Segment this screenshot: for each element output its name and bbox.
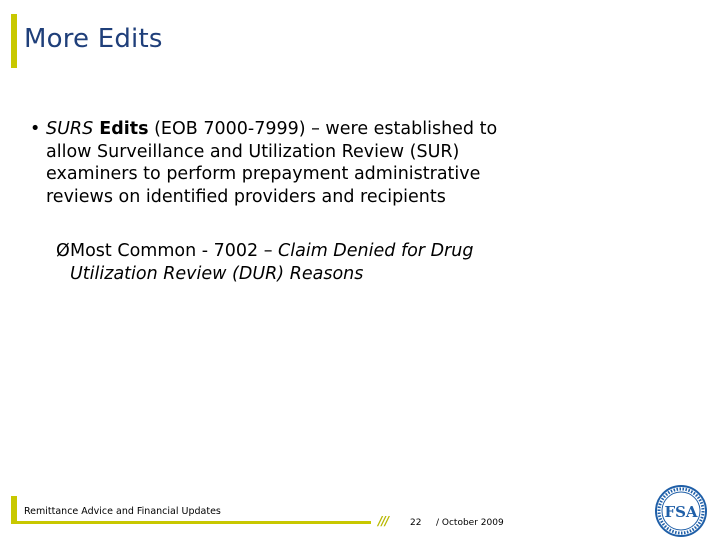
bullet-body: (EOB 7000-7999) – were established to allow Surveillance and Utilization Review (SUR) examiners to perform prepayment administrative reviews on identified providers and recipients — [46, 119, 498, 207]
sub-bullet-italic: Claim Denied for Drug Utilization Review (DUR) Reasons — [70, 241, 474, 284]
footer-slash-mark: /// — [378, 514, 389, 528]
bullet-text — [46, 118, 530, 208]
bullet-glyph: • — [30, 119, 41, 139]
footer-accent-bar — [11, 496, 17, 524]
bullet-lead-italic: SURS — [46, 119, 94, 139]
fsa-seal-icon — [654, 484, 708, 538]
sub-bullet-text — [70, 240, 516, 286]
footer-rule — [11, 521, 371, 524]
sub-bullet-block — [56, 240, 516, 286]
arrow-bullet-icon: Ø — [56, 241, 70, 261]
page-number: 22 — [410, 518, 422, 528]
sub-bullet-line — [56, 240, 516, 286]
bullet-line — [30, 118, 530, 208]
bullet-lead-bold: Edits — [93, 119, 149, 139]
footer-date: / October 2009 — [436, 518, 504, 528]
footer-title: Remittance Advice and Financial Updates — [24, 506, 221, 517]
bullet-block — [30, 118, 530, 208]
logo-text: FSA — [664, 503, 698, 521]
sub-bullet-plain: Most Common - 7002 – — [70, 241, 279, 261]
page-title: More Edits — [24, 24, 163, 54]
title-accent-bar — [11, 14, 17, 68]
